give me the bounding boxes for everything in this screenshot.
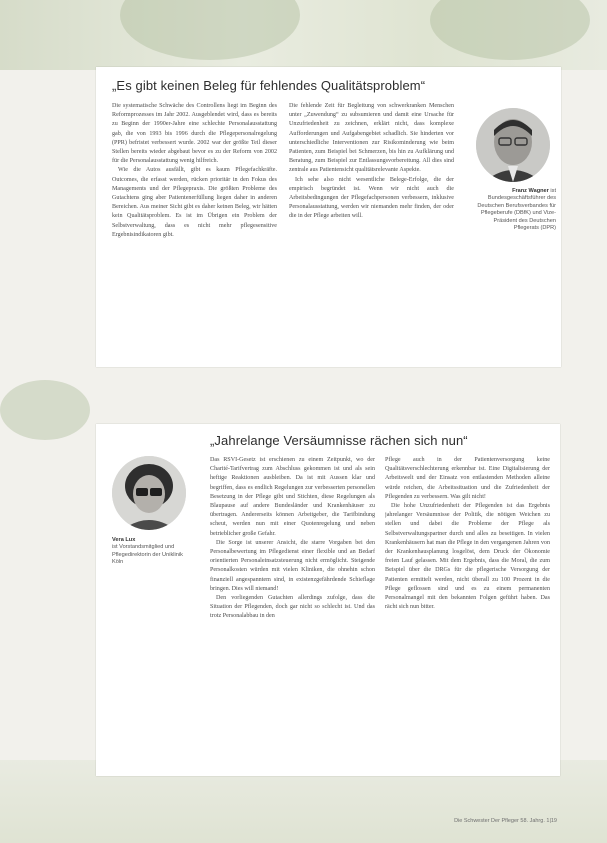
paragraph: Die Sorge ist unserer Ansicht, die starre Vorgaben bei den Personalbewertung im Pflegedienst einer flexible und an Bedarf orientierten Personaleinsatzsteuerung nicht ermöglicht. Steigende Personalkosten würden mit vielen Kliniken, die ohnehin schon finanziell angespanntem sind, in existenzgefährdende Schieflage bringen. Dies will niemand!	[210, 539, 375, 592]
page-footer: Die Schwester Der Pfleger 58. Jahrg. 1|19	[454, 818, 557, 824]
paragraph: Pflege auch in der Patientenversorgung keine Qualitätsverschlechterung erkennbar ist. Eine Digitalisierung der Arbeitswelt und der Einsatz von entlastenden Methoden alleine würde reichen, die Arbeitssituation und die Zufriedenheit der Pflegenden zu verbessern. Was gilt nicht!	[385, 457, 550, 500]
portrait-caption	[476, 188, 556, 232]
paragraph: Die hohe Unzufriedenheit der Pflegenden ist das Ergebnis jahrelanger Versäumnisse der Politik, die nötigen Weichen zu stellen und dabei die Probleme der Pflege als Selbstverwaltungspartner durch und alles zu beseitigen. In vielen Krankenhäusern hat man die Pflege in den vergangenen Jahren von der Krankenhausplanung losgelöst, dem Druck der Ökonomie freien Lauf gelassen. Mit dem Ergebnis, dass die Moral, die zum Beispiel über die DRGs für die pflegerische Versorgung der Patienten ermittelt werden, nicht überall zu 100 Prozent in die Pflege geflossen sind und es zu einem permanenten Personalmangel mit den bekannten Folgen geführt haben. Das rächt sich nun bitter.	[385, 503, 550, 611]
portrait-photo	[476, 108, 550, 182]
paragraph: Die fehlende Zeit für Begleitung von schwerkranken Menschen unter „Zuwendung“ zu subsumieren und damit eine Ursache für Unzufriedenheit zu zeichnen, erklärt nicht, dass komplexe Aufforderungen und Aufgabengebiet schadlich. Sie hinderten vor unterschiedliche Interventionen zur Risikominderung wie beim Patienten, zum Beispiel bei Schmerzen, bis hin zu Aufklärung und Beratung, zum Beispiel zur Entlassungsvorbereitung. All dies sind zentrale aus Patientensicht qualitätsrelevante Aspekte.	[289, 103, 454, 174]
paragraph: Die systematische Schwäche des Controllens liegt im Beginn des Reformprozesses im Jahr 2002. Ausgeblendet wird, dass es bereits zu Beginn der 1990er-Jahre eine schlechte Personalausstattung gab, die von 1993 bis 1996 durch die Pflegepersonalregelung (PPR) befristet verbessert wurde. 2002 war der größte Teil dieser Stellen bereits wieder abgebaut bevor es zu der Reform von 2002 für die Personalausstattung wenig hilfreich.	[112, 103, 277, 165]
article-column-left	[210, 456, 375, 772]
person-role: ist Vorstandsmitglied und Pflegedirektorin der Uniklinik Köln	[112, 544, 183, 566]
portrait-photo	[112, 456, 186, 530]
portrait-caption	[112, 537, 192, 567]
article-column-right	[289, 102, 454, 360]
background-leaf-decor	[0, 380, 90, 440]
person-role: ist Bundesgeschäftsführer des Deutschen Berufsverbandes für Pflegeberufe (DBfK) und Vize-Präsident des Deutschen Pflegerats (DPR)	[477, 188, 556, 232]
person-name: Vera Lux	[112, 537, 136, 543]
paragraph: Das RSVI-Gesetz ist erschienen zu einem Zeitpunkt, wo der Charité-Tarifvertrag zum Abschluss gekommen ist und als sein heftige Reaktionen ausbleiben. Da ist mit Aussen klar und begriffen, dass es endlich Regelungen zur verbesserten personellen Besetzung in der Pflege gibt und Stichten, diese Regelungen als Blaupause auf andere Bundesländer und Krankenhäuser zu übertragen. Andererseits können Arbeitgeber, die Tarifbindung scheut, werden nun mit einer Quotenregelung und neben betrieblicher große Gefahr.	[210, 457, 375, 537]
article-title: „Jahrelange Versäumnisse rächen sich nun“	[210, 433, 468, 448]
person-name: Franz Wagner	[512, 188, 549, 194]
article-title: „Es gibt keinen Beleg für fehlendes Qualitätsproblem“	[112, 78, 426, 93]
portrait-man-image	[476, 108, 550, 182]
article-column-left	[112, 102, 277, 360]
paragraph: Den vorliegenden Gutachten allerdings zufolge, dass die Situation der Pflegenden, doch gar nicht so schlecht ist. Und das trotz Personalabbau in den	[210, 595, 375, 620]
article-column-right	[385, 456, 550, 772]
paragraph: Ich sehe also nicht wesentliche Belege-Erfolge, die der empirisch begründet ist. Wenn wir nicht auch die Arbeitsbedingungen der Pflegefachpersonen verbessern, inklusive Personalausstattung, werden wir niemanden mehr finden, der oder die in der Pflege arbeiten will.	[289, 176, 454, 220]
portrait-woman-image	[112, 456, 186, 530]
paragraph: Wie die Autos ausfällt, gibt es kaum Pflegefachkräfte. Outcomes, die erfasst werden, rücken prioritär in den Fokus des Managements und der Pflegepraxis. Die größten Probleme des Gutachtens ging aber Patientenerfüllung liegen daher in anderen Bereichen. Aus meiner Sicht gibt es daher keinen Beleg, wir hätten kein Qualitätsproblem. Es ist im Übrigen ein Problem der Selbstverwaltung, dass es nicht mehr pflegesensitive Ergebnisindikatoren gibt.	[112, 167, 277, 238]
